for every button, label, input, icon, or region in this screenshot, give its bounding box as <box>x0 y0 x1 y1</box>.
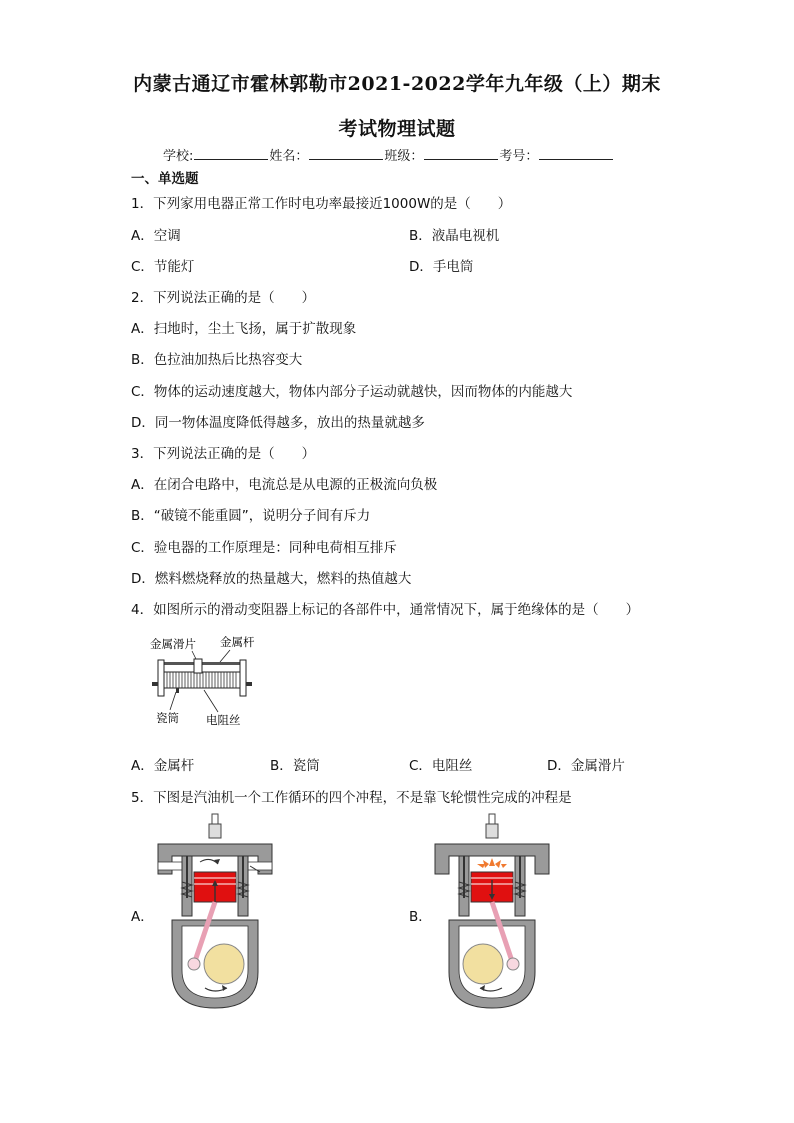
q2-option-c[interactable]: C．物体的运动速度越大，物体内部分子运动就越快，因而物体的内能越大 <box>131 384 573 400</box>
q1-option-c[interactable]: C．节能灯 <box>131 259 195 275</box>
label-metal-rod: 金属杆 <box>220 635 255 649</box>
student-info-row <box>163 145 614 164</box>
q1-stem: 1．下列家用电器正常工作时电功率最接近1000W的是（ ） <box>131 196 512 212</box>
q2-option-a[interactable]: A．扫地时，尘土飞扬，属于扩散现象 <box>131 321 357 337</box>
q4-stem: 4．如图所示的滑动变阻器上标记的各部件中，通常情况下，属于绝缘体的是（ ） <box>131 602 640 618</box>
number-blank[interactable] <box>539 147 613 160</box>
rheostat-figure <box>148 632 268 728</box>
class-blank[interactable] <box>424 147 498 160</box>
spark-plug-icon <box>486 824 498 838</box>
name-blank[interactable] <box>309 147 383 160</box>
q4-option-a[interactable]: A．金属杆 <box>131 758 195 774</box>
q5-option-a[interactable]: A． <box>131 909 154 925</box>
q3-option-d[interactable]: D．燃料燃烧释放的热量越大，燃料的热值越大 <box>131 571 412 587</box>
q5-stem: 5．下图是汽油机一个工作循环的四个冲程，不是靠飞轮惯性完成的冲程是 <box>131 790 572 806</box>
q3-option-c[interactable]: C．验电器的工作原理是：同种电荷相互排斥 <box>131 540 397 556</box>
school-blank[interactable] <box>194 147 268 160</box>
label-resistance-wire: 电阻丝 <box>206 713 241 727</box>
flywheel-shape <box>463 944 503 984</box>
q3-stem: 3．下列说法正确的是（ ） <box>131 446 316 462</box>
q2-option-d[interactable]: D．同一物体温度降低得越多，放出的热量就越多 <box>131 415 425 431</box>
engine-diagram-a <box>150 812 280 1012</box>
engine-diagram-b <box>427 812 557 1012</box>
label-metal-slider: 金属滑片 <box>150 637 196 651</box>
q1-option-d[interactable]: D．手电筒 <box>409 259 474 275</box>
q4-option-d[interactable]: D．金属滑片 <box>547 758 625 774</box>
metal-slider-shape <box>194 659 202 673</box>
q4-option-b[interactable]: B．瓷筒 <box>270 758 320 774</box>
label-ceramic-tube: 瓷筒 <box>156 711 179 725</box>
spark-plug-icon <box>209 824 221 838</box>
q4-option-c[interactable]: C．电阻丝 <box>409 758 473 774</box>
number-label: 考号： <box>499 149 539 164</box>
class-label: 班级： <box>384 149 424 164</box>
flywheel-shape <box>204 944 244 984</box>
q5-option-b[interactable]: B． <box>409 909 432 925</box>
exam-title-line2: 考试物理试题 <box>338 118 456 140</box>
spark-burst-icon <box>477 858 507 868</box>
section-heading: 一、单选题 <box>131 171 199 187</box>
q1-option-a[interactable]: A．空调 <box>131 228 181 244</box>
q3-option-b[interactable]: B．“破镜不能重圆”，说明分子间有斥力 <box>131 508 371 524</box>
q2-stem: 2．下列说法正确的是（ ） <box>131 290 316 306</box>
q1-option-b[interactable]: B．液晶电视机 <box>409 228 500 244</box>
q2-option-b[interactable]: B．色拉油加热后比热容变大 <box>131 352 303 368</box>
exam-title-line1: 内蒙古通辽市霍林郭勒市2021-2022学年九年级（上）期末 <box>133 73 661 95</box>
ceramic-tube-shape <box>164 672 240 688</box>
name-label: 姓名： <box>269 149 309 164</box>
school-label: 学校: <box>163 149 194 164</box>
q3-option-a[interactable]: A．在闭合电路中，电流总是从电源的正极流向负极 <box>131 477 438 493</box>
